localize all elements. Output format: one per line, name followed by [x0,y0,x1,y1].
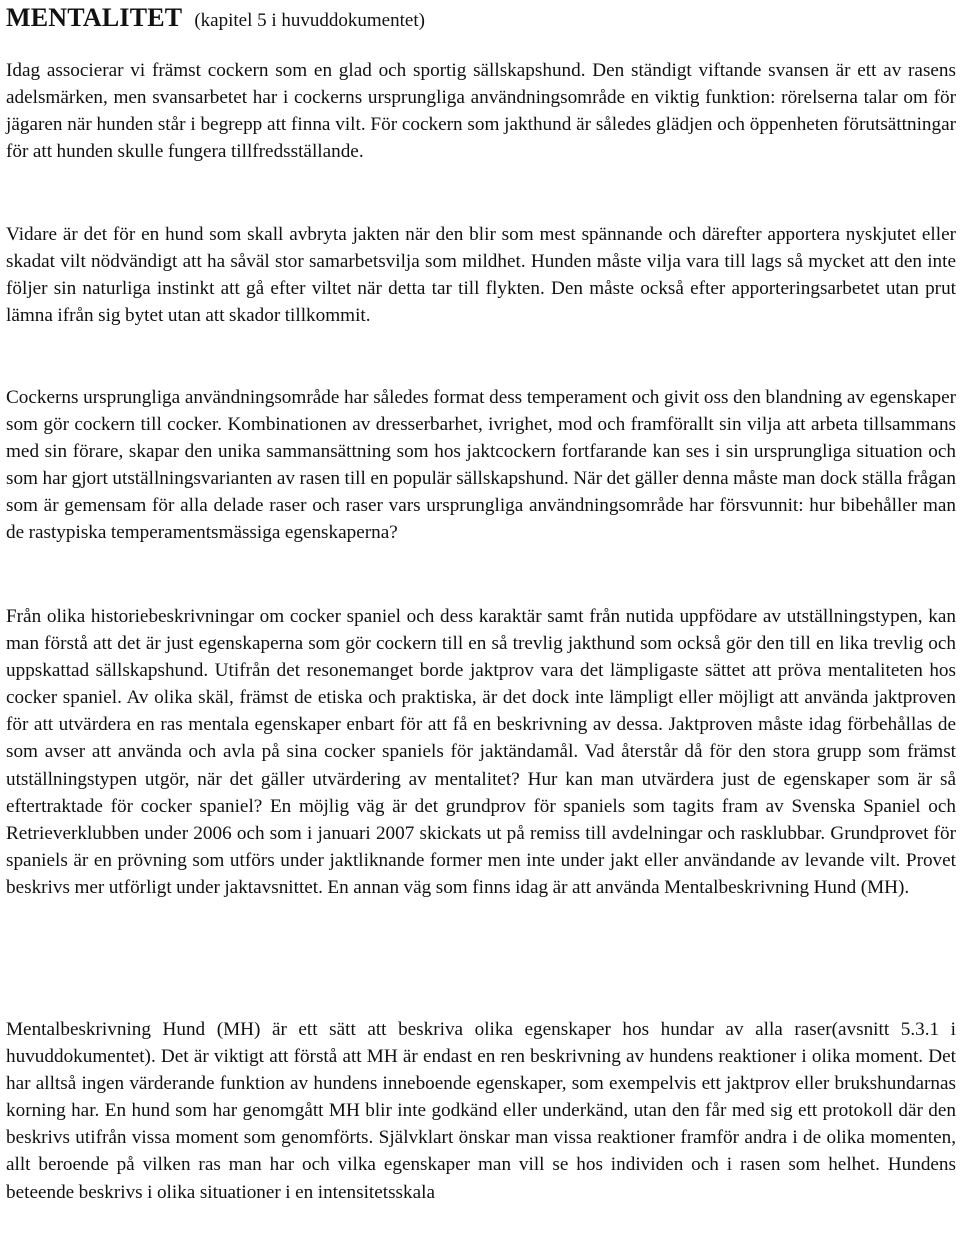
section-heading [6,0,956,30]
heading-title: MENTALITET [6,3,183,32]
paragraph-1: Idag associerar vi främst cockern som en glad och sportig sällskapshund. Den ständigt viftande svansen är ett av rasens adelsmärken, men svansarbetet har i cockerns ursprungliga användningsområde en viktig funktion: rörelserna talar om för jägaren när hunden står i begrepp att finna vilt. För cockern som jakthund är således glädjen och öppenheten förutsättningar för att hunden skulle fungera tillfredsställande. [6,60,956,163]
paragraph-4: Från olika historiebeskrivningar om cocker spaniel och dess karaktär samt från nutida uppfödare av utställningstypen, kan man förstå att det är just egenskaperna som gör cockern till en så trevlig jakthund som också gör den till en lika trevlig och uppskattad sällskapshund. Utifrån det resonemanget borde jaktprov vara det lämpligaste sättet att pröva mentaliteten hos cocker spaniel. Av olika skäl, främst de etiska och praktiska, är det dock inte lämpligt eller möjligt att använda jaktproven för att utvärdera en ras mentala egenskaper enbart för att få en beskrivning av dessa. Jaktproven måste idag förbehållas de som avser att använda och avla på sina cocker spaniels för jaktändamål. Vad återstår då för den stora grupp som främst utställningstypen utgör, när det gäller utvärdering av mentalitet? Hur kan man utvärdera just de egenskaper som är så eftertraktade för cocker spaniel? En möjlig väg är det grundprov för spaniels som tagits fram av Svenska Spaniel och Retrieverklubben under 2006 och som i januari 2007 skickats ut på remiss till avdelningar och rasklubbar. Grundprovet för spaniels är en prövning som utförs under jaktliknande former men inte under jakt eller användande av levande vilt. Provet beskrivs mer utförligt under jaktavsnittet. En annan väg som finns idag är att använda Mentalbeskrivning Hund (MH). [6,606,956,898]
document-page [6,0,956,1203]
paragraph-2: Vidare är det för en hund som skall avbryta jakten när den blir som mest spännande och därefter apportera nyskjutet eller skadat vilt nödvändigt att ha såväl stor samarbetsvilja som mildhet. Hunden måste vilja vara till lags så mycket att den inte följer sin naturliga instinkt att gå efter viltet när detta tar till flykten. Den måste också efter apporteringsarbetet utan prut lämna ifrån sig bytet utan att skador tillkommit. [6,224,956,327]
paragraph-3: Cockerns ursprungliga användningsområde har således format dess temperament och givit oss den blandning av egenskaper som gör cockern till cocker. Kombinationen av dresserbarhet, ivrighet, mod och framförallt sin vilja att arbeta tillsammans med sin förare, skapar den unika sammansättning som hos jaktcockern fortfarande kan ses i sin ursprungliga situation och som har gjort utställningsvarianten av rasen till en populär sällskapshund. När det gäller denna måste man dock ställa frågan som är gemensam för alla delade raser och raser vars ursprungliga användningsområde har försvunnit: hur bibehåller man de rastypiska temperamentsmässiga egenskaperna? [6,387,956,544]
paragraph-5: Mentalbeskrivning Hund (MH) är ett sätt att beskriva olika egenskaper hos hundar av alla raser(avsnitt 5.3.1 i huvuddokumentet). Det är viktigt att förstå att MH är endast en ren beskrivning av hundens reaktioner i olika moment. Det har alltså ingen värderande funktion av hundens inneboende egenskaper, som exempelvis ett jaktprov eller brukshundarnas korning har. En hund som har genomgått MH blir inte godkänd eller underkänd, utan den får med sig ett protokoll där den beskrivs utifrån vissa moment som genomförts. Självklart önskar man vissa reaktioner framför andra i de olika momenten, allt beroende på vilken ras man har och vilka egenskaper man vill se hos individen och i rasen som helhet. Hundens beteende beskrivs i olika situationer i en intensitetsskala [6,1019,956,1203]
heading-subtitle: (kapitel 5 i huvuddokumentet) [194,10,425,31]
